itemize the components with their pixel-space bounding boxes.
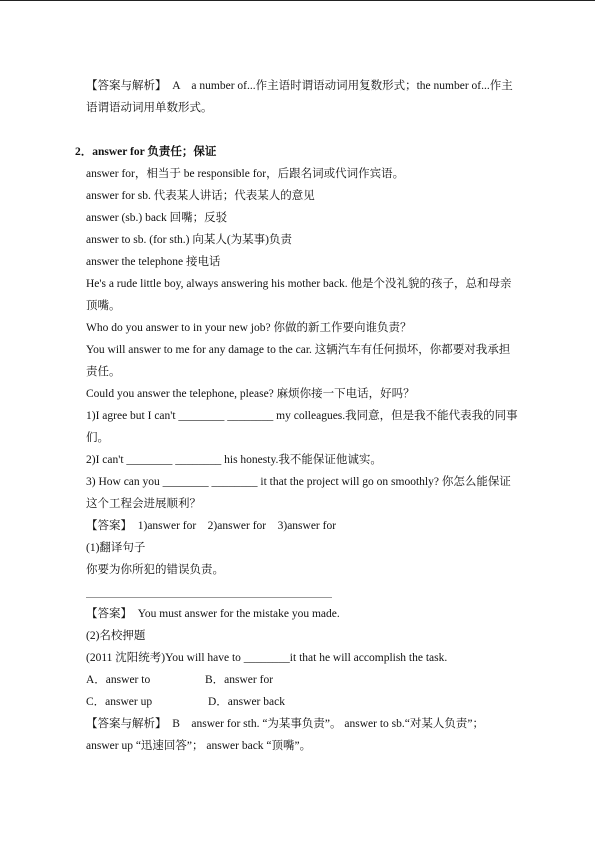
paragraph-line: answer for，相当于 be responsible for，后跟名词或代词作宾语。 bbox=[86, 168, 405, 180]
example-sentence: 责任。 bbox=[86, 366, 121, 378]
exercise-line: 1)I agree but I can't ________ ________ my colleagues.我同意，但是我不能代表我的同事 bbox=[86, 410, 518, 422]
translation-prompt: 你要为你所犯的错误负责。 bbox=[86, 564, 224, 576]
answer-line: 【答案】 You must answer for the mistake you made. bbox=[86, 608, 340, 620]
subheading: (1)翻译句子 bbox=[86, 542, 146, 554]
answer-separator-line bbox=[86, 597, 332, 598]
exercise-line: 2)I can't ________ ________ his honesty.我不能保证他诚实。 bbox=[86, 454, 382, 466]
question-line: (2011 沈阳统考)You will have to ________it that he will accomplish the task. bbox=[86, 652, 448, 664]
answer-analysis-text: answer up “迅速回答”； answer back “顶嘴”。 bbox=[86, 740, 312, 752]
paragraph-line: answer for sb. 代表某人讲话；代表某人的意见 bbox=[86, 190, 315, 202]
answer-analysis-text: 语谓语动词用单数形式。 bbox=[86, 102, 213, 114]
option-a: A．answer to bbox=[86, 674, 151, 686]
example-sentence: 顶嘴。 bbox=[86, 300, 121, 312]
subheading: (2)名校押题 bbox=[86, 630, 146, 642]
option-d: D．answer back bbox=[208, 696, 285, 708]
paragraph-line: answer the telephone 接电话 bbox=[86, 256, 221, 268]
option-c: C．answer up bbox=[86, 696, 153, 708]
example-sentence: You will answer to me for any damage to the car. 这辆汽车有任何损坏，你都要对我承担 bbox=[86, 344, 511, 356]
example-sentence: Who do you answer to in your new job? 你做的新工作要向谁负责？ bbox=[86, 322, 412, 334]
page-top-border bbox=[0, 0, 595, 1]
example-sentence: He's a rude little boy, always answering his mother back. 他是个没礼貌的孩子，总和母亲 bbox=[86, 278, 512, 290]
option-b: B．answer for bbox=[205, 674, 274, 686]
paragraph-line: answer (sb.) back 回嘴；反驳 bbox=[86, 212, 228, 224]
exercise-line: 们。 bbox=[86, 432, 109, 444]
answer-analysis-text: 【答案与解析】 A a number of...作主语时谓语动词用复数形式；the number of...作主 bbox=[86, 80, 513, 92]
exercise-line: 这个工程会进展顺利？ bbox=[86, 498, 201, 510]
answer-line: 【答案】 1)answer for 2)answer for 3)answer for bbox=[86, 520, 337, 532]
exercise-line: 3) How can you ________ ________ it that the project will go on smoothly? 你怎么能保证 bbox=[86, 476, 511, 488]
paragraph-line: answer to sb. (for sth.) 向某人(为某事)负责 bbox=[86, 234, 293, 246]
section-heading: 2．answer for 负责任；保证 bbox=[75, 146, 217, 158]
example-sentence: Could you answer the telephone, please? 麻烦你接一下电话，好吗？ bbox=[86, 388, 415, 400]
answer-analysis-text: 【答案与解析】 B answer for sth. “为某事负责”。 answer to sb.“对某人负责”； bbox=[86, 718, 484, 730]
